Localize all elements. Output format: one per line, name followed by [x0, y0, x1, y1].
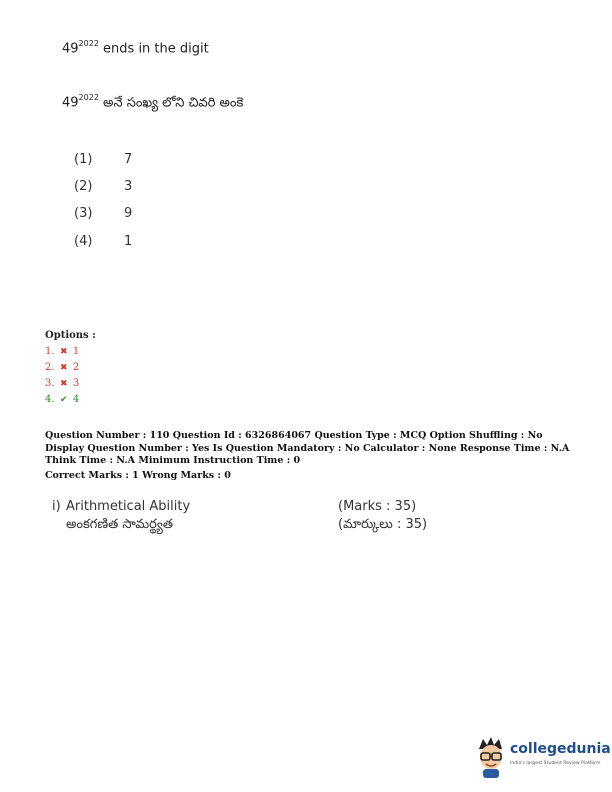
answer-number: 1. — [45, 346, 55, 357]
options-title: Options : — [45, 330, 96, 341]
check-icon: ✔ — [59, 395, 68, 405]
choice-number: (3) — [74, 206, 93, 221]
choice-4 — [74, 234, 194, 249]
choice-value: 3 — [124, 179, 133, 194]
choice-1 — [74, 152, 194, 167]
choice-3 — [74, 206, 194, 221]
marks-info: Correct Marks : 1 Wrong Marks : 0 — [45, 470, 231, 481]
choice-number: (1) — [74, 152, 93, 167]
mascot-icon — [474, 735, 508, 779]
answer-option-2 — [45, 362, 79, 373]
choice-value: 1 — [124, 234, 133, 249]
collegedunia-logo — [474, 735, 611, 783]
question-exponent: 2022 — [78, 39, 99, 48]
choice-number: (2) — [74, 179, 93, 194]
answer-value: 2 — [72, 362, 80, 373]
section-title-te: అంకగణిత సామర్థ్యత — [66, 517, 174, 532]
logo-name: collegedunia — [510, 741, 611, 757]
question-text-te: అనే సంఖ్య లోని చివరి అంకె — [103, 95, 244, 111]
question-text: ends in the digit — [103, 41, 209, 57]
answer-number: 4. — [45, 394, 55, 405]
choice-2 — [74, 179, 194, 194]
choice-value: 9 — [124, 206, 133, 221]
logo-tagline: India's largest Student Review Platform — [510, 761, 601, 766]
choice-value: 7 — [124, 152, 133, 167]
cross-icon: ✖ — [59, 363, 68, 373]
cross-icon: ✖ — [59, 347, 68, 357]
section-index: i) — [52, 499, 61, 514]
answer-value: 3 — [72, 378, 80, 389]
answer-option-4 — [45, 394, 79, 405]
section-marks-te: (మార్కులు : 35) — [338, 517, 428, 532]
choice-number: (4) — [74, 234, 93, 249]
answer-value: 1 — [72, 346, 80, 357]
answer-option-3 — [45, 378, 79, 389]
section-title-en: Arithmetical Ability — [66, 499, 191, 514]
question-english — [62, 40, 209, 56]
answer-number: 3. — [45, 378, 55, 389]
question-base: 49 — [62, 41, 79, 57]
answer-number: 2. — [45, 362, 55, 373]
answer-value: 4 — [72, 394, 80, 405]
question-exponent-te: 2022 — [78, 93, 99, 102]
cross-icon: ✖ — [59, 379, 68, 389]
answer-option-1 — [45, 346, 79, 357]
question-base-te: 49 — [62, 95, 79, 111]
section-marks-en: (Marks : 35) — [338, 499, 417, 514]
question-metadata: Question Number : 110 Question Id : 6326864067 Question Type : MCQ Option Shuffling : No Display Question Number : Yes Is Question Mandatory : No Calculator : None Response Time : N.A Think Time : N.A Minimum Instruction Time : 0 — [45, 430, 570, 466]
question-telugu — [62, 94, 243, 113]
